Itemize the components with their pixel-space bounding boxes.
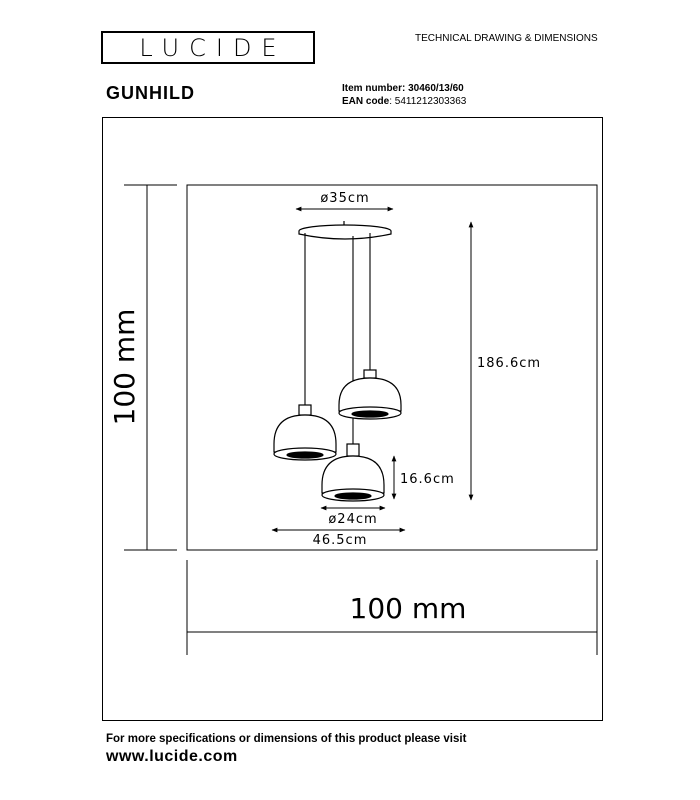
ean-code-value: 5411212303363 <box>394 96 467 107</box>
ean-code-label: EAN code <box>342 96 390 107</box>
pendant-shade-left <box>274 405 336 460</box>
canopy-diameter-label: ø35cm <box>320 191 370 206</box>
total-height-label: 186.6cm <box>477 356 542 371</box>
item-number-line: Item number: 30460/13/60 <box>342 83 464 94</box>
brand-logo-text: LUCIDE <box>139 33 287 62</box>
shade-height-label: 16.6cm <box>400 472 455 487</box>
ceiling-canopy <box>299 221 391 239</box>
horizontal-scale-label: 100 mm <box>349 592 467 625</box>
pendant-shade-upper <box>339 370 401 419</box>
document-type: TECHNICAL DRAWING & DIMENSIONS <box>415 33 598 44</box>
website-link[interactable]: www.lucide.com <box>106 748 238 765</box>
shade-diameter-label: ø24cm <box>328 512 378 527</box>
ean-code-line: EAN code: 5411212303363 <box>342 96 467 107</box>
vertical-scale-label: 100 mm <box>108 308 141 426</box>
footer-note: For more specifications or dimensions of this product please visit <box>106 733 467 745</box>
item-number-label: Item number <box>342 83 403 94</box>
product-name: GUNHILD <box>106 83 195 103</box>
total-width-label: 46.5cm <box>312 533 368 548</box>
item-number-value: 30460/13/60 <box>408 83 464 94</box>
